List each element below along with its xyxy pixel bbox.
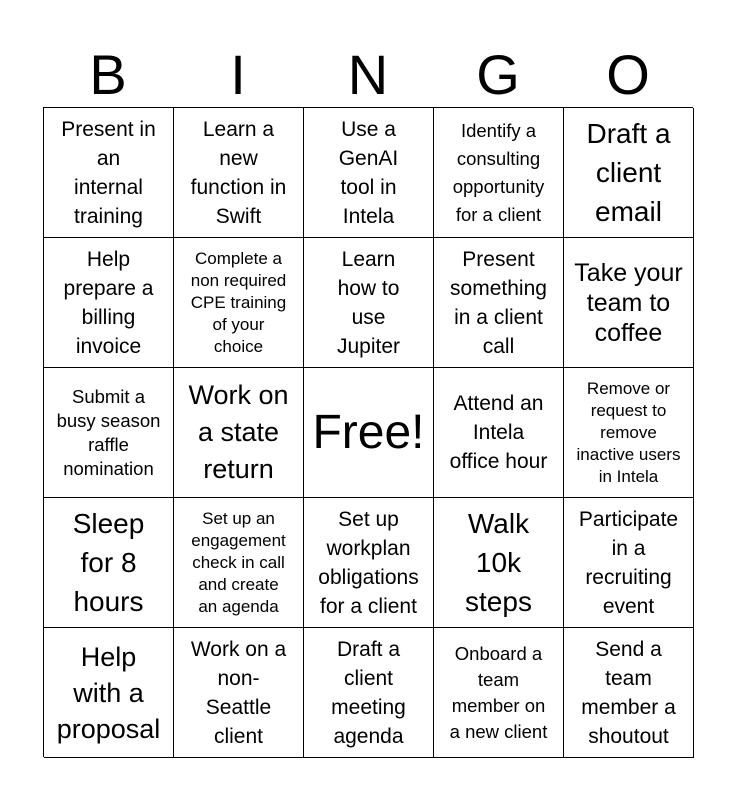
bingo-cell[interactable] — [174, 368, 304, 498]
header-letter-g: G — [476, 43, 520, 106]
header-letter-o: O — [606, 43, 650, 106]
cell-text: Send a team member a shoutout — [581, 637, 676, 748]
bingo-cell[interactable] — [44, 368, 174, 498]
bingo-cell[interactable] — [564, 498, 694, 628]
cell-text: Work on a state return — [188, 380, 289, 484]
bingo-cell[interactable] — [304, 628, 434, 758]
bingo-cell[interactable] — [564, 108, 694, 238]
cell-text: Identify a consulting opportunity for a client — [452, 119, 545, 225]
bingo-cell[interactable] — [174, 628, 304, 758]
bingo-cell[interactable] — [434, 238, 564, 368]
bingo-header — [43, 42, 693, 108]
bingo-cell[interactable] — [564, 238, 694, 368]
cell-text: Learn how to use Jupiter — [336, 247, 401, 358]
cell-text: Submit a busy season raffle nomination — [56, 385, 161, 479]
cell-text: Set up an engagement check in call and create an agenda — [191, 508, 286, 616]
cell-text: Help prepare a billing invoice — [63, 247, 154, 358]
cell-text: Walk 10k steps — [465, 508, 532, 617]
cell-text: Free! — [312, 405, 425, 459]
bingo-cell[interactable] — [434, 628, 564, 758]
bingo-cell[interactable] — [434, 108, 564, 238]
header-letter-b: B — [89, 43, 127, 106]
bingo-cell[interactable] — [174, 238, 304, 368]
cell-text: Sleep for 8 hours — [72, 508, 145, 617]
cell-text: Present something in a client call — [450, 247, 547, 358]
cell-text: Participate in a recruiting event — [578, 507, 679, 618]
cell-text: Complete a non required CPE training of your choice — [190, 248, 287, 356]
bingo-cell[interactable] — [434, 498, 564, 628]
bingo-grid — [43, 107, 693, 757]
cell-text: Attend an Intela office hour — [449, 392, 548, 473]
cell-text: Work on a non- Seattle client — [190, 637, 287, 748]
cell-text: Remove or request to remove inactive users in Intela — [576, 378, 681, 486]
bingo-cell[interactable] — [564, 628, 694, 758]
bingo-cell[interactable] — [434, 368, 564, 498]
bingo-cell[interactable] — [44, 628, 174, 758]
cell-text: Learn a new function in Swift — [190, 117, 287, 228]
bingo-cell[interactable] — [174, 108, 304, 238]
bingo-cell[interactable] — [174, 498, 304, 628]
bingo-cell[interactable] — [44, 238, 174, 368]
bingo-cell[interactable] — [564, 368, 694, 498]
cell-text: Present in an internal training — [61, 117, 156, 228]
bingo-cell-free[interactable] — [304, 368, 434, 498]
cell-text: Set up workplan obligations for a client — [318, 507, 419, 618]
bingo-cell[interactable] — [44, 498, 174, 628]
cell-text: Use a GenAI tool in Intela — [338, 117, 399, 228]
bingo-cell[interactable] — [304, 108, 434, 238]
bingo-cell[interactable] — [44, 108, 174, 238]
cell-text: Draft a client email — [586, 118, 671, 227]
bingo-cell[interactable] — [304, 498, 434, 628]
cell-text: Draft a client meeting agenda — [331, 637, 406, 748]
cell-text: Onboard a team member on a new client — [449, 642, 548, 742]
header-letter-i: I — [230, 43, 246, 106]
cell-text: Take your team to coffee — [574, 258, 683, 347]
header-letter-n: N — [347, 43, 389, 106]
cell-text: Help with a proposal — [56, 641, 161, 744]
bingo-cell[interactable] — [304, 238, 434, 368]
